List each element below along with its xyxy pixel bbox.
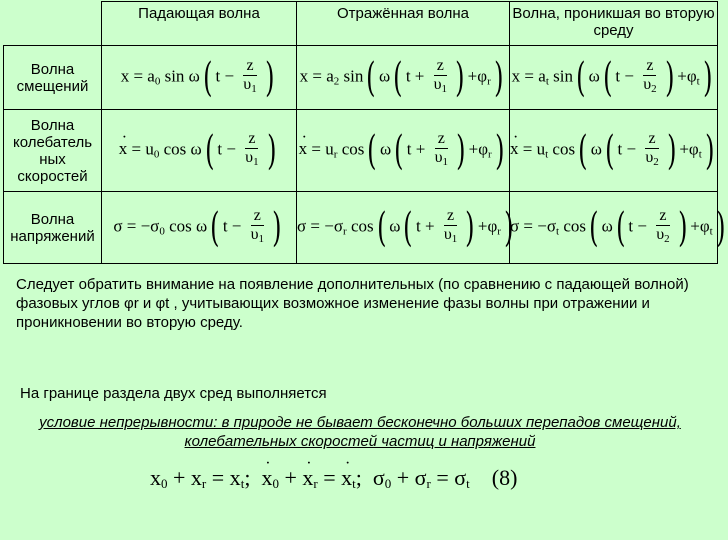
formula-s-reflected: $\sigma = -\sigma_r$ cos( ω( t + $\frac{z}{\upsilon_1}$ ) $+\varphi_r$) [297, 192, 510, 264]
wave-table [3, 1, 726, 264]
continuity-condition: условие непрерывности: в природе не бывает бесконечно больших перепадов смещений, колебательных скоростей частиц и напряжений [39, 414, 681, 450]
header-transmitted: Волна, проникшая во вторую среду [510, 2, 718, 46]
row-label-stress: Волна напряжений [4, 192, 102, 264]
formula-x-incident: $x = a_0$ sin ω( t − $\frac{z}{\upsilon_1}$ ) [102, 46, 297, 110]
equation-number: (8) [491, 465, 518, 490]
header-incident: Падающая волна [102, 2, 297, 46]
formula-x-transmitted: $x = a_t$ sin( ω( t − $\frac{z}{\upsilon_2}$ ) $+\varphi_t$) [510, 46, 718, 110]
row-label-velocity: Волна колебатель ных скоростей [4, 110, 102, 192]
row-label-displacement: Волна смещений [4, 46, 102, 110]
formula-v-incident: · $x = u_0$ cos ω( t − $\frac{z}{\upsilon_1}$ ) [102, 110, 297, 192]
formula-v-transmitted: · $x = u_t$ cos( ω( t − $\frac{z}{\upsilon_2}$ ) $+\varphi_t$) [510, 110, 718, 192]
note-paragraph: Следует обратить внимание на появление дополнительных (по сравнению с падающей волной) фазовых углов φr и φt , учитывающих возможное изменение фазы волны при отражении и проникновении во вторую среду. [16, 276, 689, 331]
boundary-equations: $x_0 + x_r = x_t$; · $x_0$ + · $x_r$ = · $x_t$; $\sigma_0 + \sigma_r = \sigma_t$ (8) [150, 465, 590, 492]
formula-s-transmitted: $\sigma = -\sigma_t$ cos( ω( t − $\frac{z}{\upsilon_2}$ ) $+\varphi_t$) [510, 192, 718, 264]
header-reflected: Отражённая волна [297, 2, 510, 46]
formula-s-incident: $\sigma = -\sigma_0$ cos ω( t − $\frac{z}{\upsilon_1}$ ) [102, 192, 297, 264]
formula-x-reflected: $x = a_2$ sin( ω( t + $\frac{z}{\upsilon_1}$ ) $+\varphi_r$) [297, 46, 510, 110]
boundary-intro: На границе раздела двух сред выполняется [20, 385, 327, 402]
formula-v-reflected: · $x = u_r$ cos( ω( t + $\frac{z}{\upsilon_1}$ ) $+\varphi_r$) [297, 110, 510, 192]
header-blank [4, 2, 102, 46]
